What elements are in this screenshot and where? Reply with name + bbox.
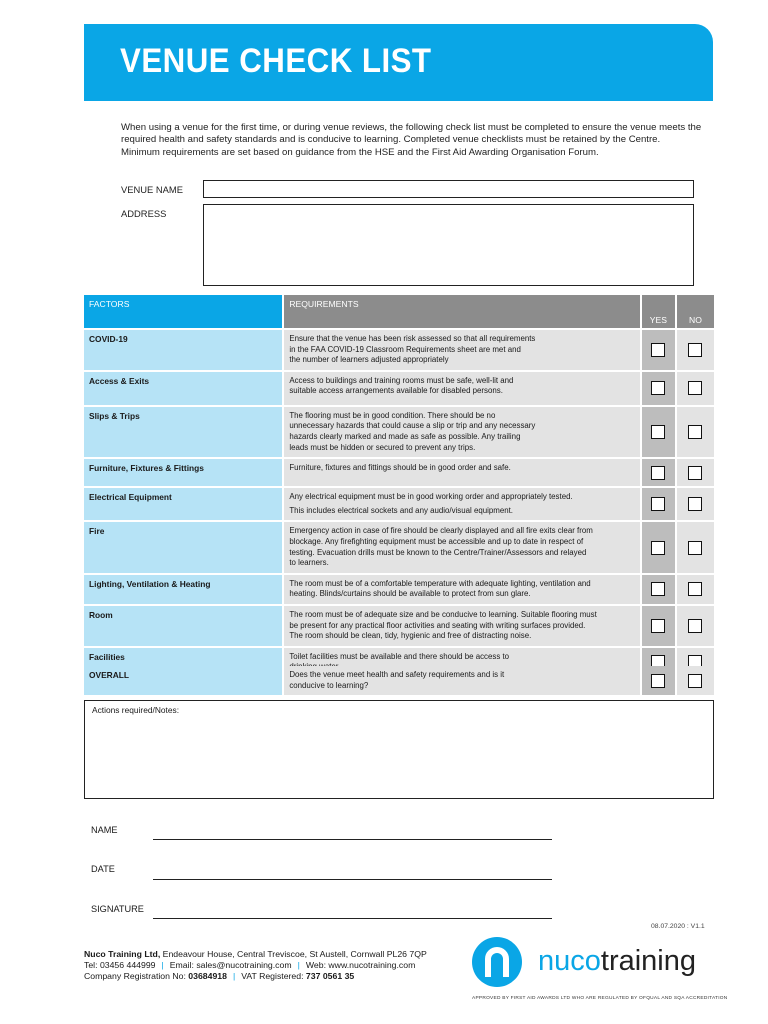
no-checkbox[interactable] bbox=[688, 381, 702, 395]
address-label: ADDRESS bbox=[121, 208, 167, 219]
yes-checkbox[interactable] bbox=[651, 619, 665, 633]
reg-label: Company Registration No: bbox=[84, 971, 189, 982]
overall-requirement: Does the venue meet health and safety requirements and is it conducive to learning? bbox=[283, 666, 641, 696]
nuco-logo-icon bbox=[472, 937, 522, 987]
page-title: VENUE CHECK LIST bbox=[120, 42, 432, 80]
date-label: DATE bbox=[91, 864, 115, 874]
overall-row bbox=[84, 666, 714, 696]
factor-cell: Fire bbox=[84, 521, 283, 573]
intro-paragraph: Minimum requirements are set based on guidance from the HSE and the First Aid Awarding Organisation Forum. bbox=[121, 146, 599, 158]
version-label: 08.07.2020 : V1.1 bbox=[651, 923, 705, 930]
no-checkbox[interactable] bbox=[688, 497, 702, 511]
name-line[interactable] bbox=[153, 839, 552, 840]
company-name: Nuco Training Ltd, bbox=[84, 949, 161, 959]
logo-training: training bbox=[600, 945, 697, 977]
web-link[interactable]: www.nucotraining.com bbox=[328, 960, 416, 971]
table-header-row bbox=[84, 295, 714, 329]
separator: | bbox=[232, 971, 236, 982]
name-label: NAME bbox=[91, 825, 118, 835]
requirement-cell: The room must be of adequate size and be conducive to learning. Suitable flooring must be present for any practical floor activities and seating with writing surfaces provided. The room should be clean, tidy, hygienic and free of distracting noise. bbox=[283, 605, 641, 647]
logo-nuco: nuco bbox=[538, 945, 601, 977]
overall-yes-checkbox[interactable] bbox=[651, 674, 665, 688]
vat-value: 737 0561 35 bbox=[305, 971, 355, 982]
intro-paragraph: When using a venue for the first time, or during venue reviews, the following check list must be completed to ensure the venue meets the required health and safety standards and is conducive to learning. Completed venue checklists must be retained by the Centre. bbox=[121, 122, 702, 146]
approval-note: APPROVED BY FIRST AID AWARDS LTD WHO ARE REGULATED BY OFQUAL AND SQA ACCREDITATION bbox=[472, 996, 728, 1001]
requirement-cell: Toilet facilities must be available and there should be access to bbox=[283, 647, 641, 678]
notes-box[interactable] bbox=[84, 700, 714, 799]
table-row bbox=[84, 458, 714, 487]
yes-checkbox[interactable] bbox=[651, 541, 665, 555]
signature-line[interactable] bbox=[153, 918, 552, 919]
factor-cell: Room bbox=[84, 605, 283, 647]
separator: | bbox=[161, 960, 164, 971]
table-row bbox=[84, 605, 714, 647]
email-link[interactable]: sales@nucotraining.com bbox=[196, 960, 292, 971]
no-checkbox[interactable] bbox=[688, 582, 702, 596]
no-checkbox[interactable] bbox=[688, 425, 702, 439]
requirement-cell: The room must be of a comfortable temperature with adequate lighting, ventilation and heating. Blinds/curtains should be available to protect from sun glare. bbox=[283, 574, 641, 605]
overall-table bbox=[84, 666, 714, 697]
requirement-cell: Emergency action in case of fire should be clearly displayed and all fire exits clear from blockage. Any firefighting equipment must be accessible and up to date in respect of testing. Evacuation drills must be known to the Centre/Trainer/Assessors and relayed to learners. bbox=[283, 521, 641, 573]
no-header: NO bbox=[676, 295, 714, 329]
signature-label: SIGNATURE bbox=[91, 904, 144, 914]
yes-checkbox[interactable] bbox=[651, 497, 665, 511]
requirements-header: REQUIREMENTS bbox=[283, 295, 641, 329]
requirement-cell: The flooring must be in good condition. There should be no unnecessary hazards that could cause a slip or trip and any necessary hazards clearly marked and made as safe as possible. Any trailing leads must be hidden or secured to prevent any trips. bbox=[283, 406, 641, 458]
email-label: Email: bbox=[169, 960, 197, 971]
table-row bbox=[84, 406, 714, 458]
factor-cell: Access & Exits bbox=[84, 371, 283, 406]
yes-checkbox[interactable] bbox=[651, 466, 665, 480]
checklist-table bbox=[84, 295, 714, 679]
yes-checkbox[interactable] bbox=[651, 425, 665, 439]
no-checkbox[interactable] bbox=[688, 541, 702, 555]
company-address: Endeavour House, Central Treviscoe, St Austell, Cornwall PL26 7QP bbox=[160, 949, 427, 959]
requirement-cell: Access to buildings and training rooms must be safe, well-lit and suitable access arrangements available for disabled persons. bbox=[283, 371, 641, 406]
footer-contact bbox=[84, 949, 427, 983]
requirement-cell bbox=[283, 487, 641, 521]
no-checkbox[interactable] bbox=[688, 343, 702, 357]
table-row bbox=[84, 574, 714, 605]
address-field[interactable] bbox=[203, 204, 694, 286]
requirement-cell: Ensure that the venue has been risk assessed so that all requirements in the FAA COVID-19 Classroom Requirements sheet are met and the number of learners adjusted appropriately bbox=[283, 329, 641, 371]
yes-checkbox[interactable] bbox=[651, 343, 665, 357]
factor-cell: Slips & Trips bbox=[84, 406, 283, 458]
tel-label: Tel: bbox=[84, 960, 100, 971]
venue-name-field[interactable] bbox=[203, 180, 694, 198]
nuco-logo bbox=[472, 937, 717, 987]
requirement-line: This includes electrical sockets and any audio/visual equipment. bbox=[289, 505, 514, 515]
web-label: Web: bbox=[305, 960, 329, 971]
footer-registration-line bbox=[84, 971, 427, 982]
notes-label: Actions required/Notes: bbox=[92, 705, 180, 715]
logo-wordmark bbox=[538, 945, 696, 978]
requirement-line: Any electrical equipment must be in good working order and appropriately tested. bbox=[289, 492, 573, 502]
yes-checkbox[interactable] bbox=[651, 582, 665, 596]
separator: | bbox=[297, 960, 300, 971]
factor-cell: Facilities bbox=[84, 647, 283, 678]
no-checkbox[interactable] bbox=[688, 466, 702, 480]
overall-label: OVERALL bbox=[84, 666, 283, 696]
vat-label: VAT Registered: bbox=[241, 971, 306, 982]
yes-checkbox[interactable] bbox=[651, 381, 665, 395]
table-row bbox=[84, 521, 714, 573]
header-banner bbox=[84, 24, 713, 101]
factor-cell: Lighting, Ventilation & Heating bbox=[84, 574, 283, 605]
footer-contact-line bbox=[84, 960, 427, 971]
footer-address-line bbox=[84, 949, 427, 960]
n-glyph-icon bbox=[484, 947, 510, 977]
table-row bbox=[84, 487, 714, 521]
table-row bbox=[84, 329, 714, 371]
date-line[interactable] bbox=[153, 879, 552, 880]
no-checkbox[interactable] bbox=[688, 619, 702, 633]
factor-cell: Electrical Equipment bbox=[84, 487, 283, 521]
tel-value: 03456 444999 bbox=[99, 960, 156, 971]
table-row bbox=[84, 371, 714, 406]
requirement-cell: Furniture, fixtures and fittings should be in good order and safe. bbox=[283, 458, 641, 487]
factor-cell: COVID-19 bbox=[84, 329, 283, 371]
reg-value: 03684918 bbox=[188, 971, 227, 982]
venue-name-label: VENUE NAME bbox=[121, 184, 183, 195]
yes-header: YES bbox=[641, 295, 676, 329]
factors-header: FACTORS bbox=[84, 295, 283, 329]
overall-no-checkbox[interactable] bbox=[688, 674, 702, 688]
intro-text bbox=[121, 122, 711, 159]
factor-cell: Furniture, Fixtures & Fittings bbox=[84, 458, 283, 487]
